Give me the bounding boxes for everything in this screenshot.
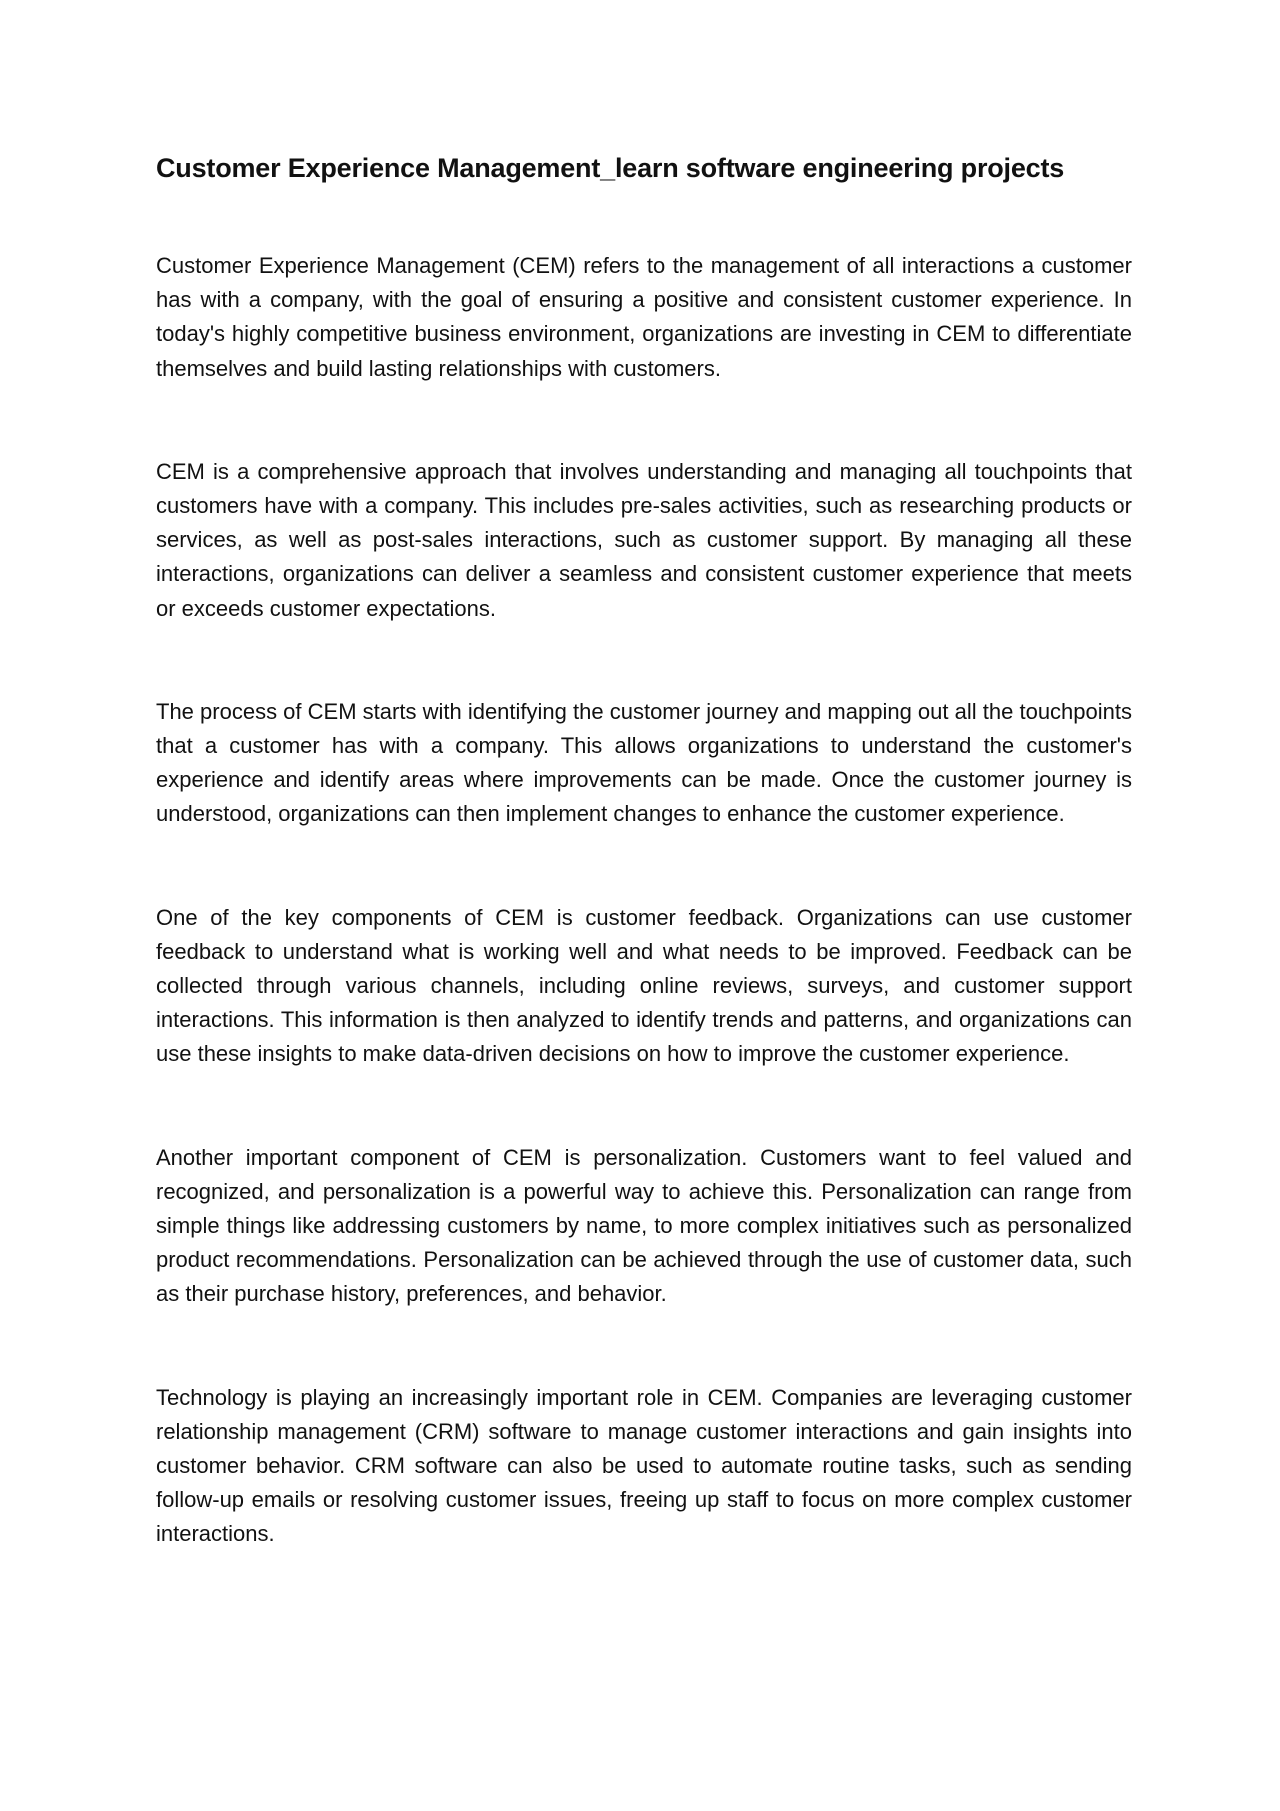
paragraph-cem-process: The process of CEM starts with identifying the customer journey and mapping out all the touchpoints that a customer has with a company. This allows organizations to understand the customer's experience and identify areas where improvements can be made. Once the customer journey is understood, organizations can then implement changes to enhance the customer experience. (156, 698, 1132, 827)
paragraph-comprehensive-approach: CEM is a comprehensive approach that involves understanding and managing all touchpoints that customers have with a company. This includes pre-sales activities, such as researching products or services, as well as post-sales interactions, such as customer support. By managing all these interactions, organizations can deliver a seamless and consistent customer experience that meets or exceeds customer expectations. (156, 458, 1132, 621)
paragraph-personalization: Another important component of CEM is personalization. Customers want to feel valued and recognized, and personalization is a powerful way to achieve this. Personalization can range from simple things like addressing customers by name, to more complex initiatives such as personalized product recommendations. Personalization can be achieved through the use of customer data, such as their purchase history, preferences, and behavior. (156, 1144, 1132, 1307)
document-title: Customer Experience Management_learn software engineering projects (156, 153, 1065, 183)
paragraph-technology: Technology is playing an increasingly important role in CEM. Companies are leveraging customer relationship management (CRM) software to manage customer interactions and gain insights into customer behavior. CRM software can also be used to automate routine tasks, such as sending follow-up emails or resolving customer issues, freeing up staff to focus on more complex customer interactions. (156, 1384, 1132, 1547)
document-page (156, 150, 1132, 1621)
paragraph-cem-definition: Customer Experience Management (CEM) refers to the management of all interactions a customer has with a company, with the goal of ensuring a positive and consistent customer experience. In today's highly competitive business environment, organizations are investing in CEM to differentiate themselves and build lasting relationships with customers. (156, 253, 1132, 381)
paragraph-customer-feedback: One of the key components of CEM is customer feedback. Organizations can use customer feedback to understand what is working well and what needs to be improved. Feedback can be collected through various channels, including online reviews, surveys, and customer support interactions. This information is then analyzed to identify trends and patterns, and organizations can use these insights to make data-driven decisions on how to improve the customer experience. (156, 904, 1132, 1067)
